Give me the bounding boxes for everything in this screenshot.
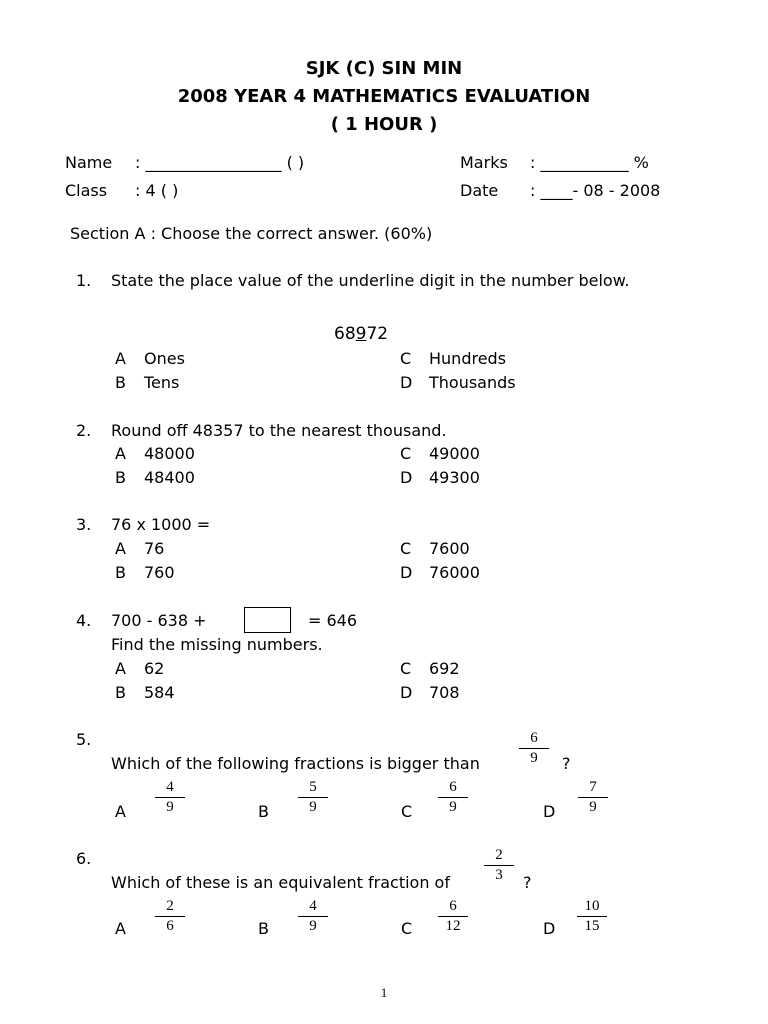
option-text[interactable]: 7600 bbox=[429, 539, 470, 558]
expression-right: = 646 bbox=[308, 611, 358, 630]
denominator: 12 bbox=[445, 918, 461, 934]
denominator: 9 bbox=[309, 918, 317, 934]
underlined-number bbox=[334, 326, 388, 343]
section-a-heading: Section A : Choose the correct answer. (60%) bbox=[70, 224, 433, 243]
option-text[interactable]: 692 bbox=[429, 659, 460, 678]
option-text[interactable]: Tens bbox=[144, 373, 180, 392]
denominator: 9 bbox=[589, 799, 597, 815]
option-text[interactable]: Ones bbox=[144, 349, 185, 368]
option-letter: D bbox=[400, 563, 413, 582]
question-text: Which of these is an equivalent fraction of bbox=[111, 873, 450, 892]
option-text[interactable]: 49000 bbox=[429, 444, 480, 463]
date-label: Date bbox=[460, 181, 499, 200]
fraction-bar bbox=[578, 797, 608, 798]
option-text[interactable]: 49300 bbox=[429, 468, 480, 487]
option-letter: C bbox=[401, 919, 413, 938]
option-letter: A bbox=[115, 802, 126, 821]
class-label: Class bbox=[65, 181, 108, 200]
option-letter: B bbox=[115, 683, 126, 702]
marks-label: Marks bbox=[460, 153, 508, 172]
denominator: 3 bbox=[495, 867, 503, 883]
question-text: Which of the following fractions is bigger than bbox=[111, 754, 480, 773]
option-letter: C bbox=[400, 349, 412, 368]
marks-field: : ___________ % bbox=[530, 153, 649, 172]
fraction-bar bbox=[519, 748, 549, 749]
option-letter: D bbox=[400, 468, 413, 487]
option-letter: C bbox=[400, 444, 412, 463]
numerator: 6 bbox=[449, 779, 457, 795]
option-text[interactable]: 62 bbox=[144, 659, 165, 678]
school-name: SJK (C) SIN MIN bbox=[305, 58, 463, 79]
option-letter: D bbox=[543, 919, 556, 938]
question-number: 2. bbox=[76, 421, 92, 440]
date-field: : ____- 08 - 2008 bbox=[530, 181, 661, 200]
question-number: 1. bbox=[76, 271, 92, 290]
fraction-bar bbox=[155, 916, 185, 917]
option-letter: B bbox=[115, 468, 126, 487]
option-letter: D bbox=[543, 802, 556, 821]
name-label: Name bbox=[65, 153, 113, 172]
paper-duration: ( 1 HOUR ) bbox=[330, 114, 438, 135]
page-number: 1 bbox=[380, 985, 388, 1000]
denominator: 9 bbox=[309, 799, 317, 815]
option-letter: C bbox=[400, 539, 412, 558]
question-number: 5. bbox=[76, 730, 92, 749]
fraction-bar bbox=[298, 797, 328, 798]
option-letter: B bbox=[258, 802, 269, 821]
numerator: 6 bbox=[449, 898, 457, 914]
fraction-bar bbox=[484, 865, 514, 866]
option-letter: A bbox=[115, 349, 126, 368]
question-number: 3. bbox=[76, 515, 92, 534]
option-letter: B bbox=[115, 373, 126, 392]
option-text[interactable]: Thousands bbox=[429, 373, 516, 392]
option-letter: B bbox=[258, 919, 269, 938]
question-mark: ? bbox=[523, 873, 532, 892]
number-part: 72 bbox=[366, 324, 389, 344]
numerator: 5 bbox=[309, 779, 317, 795]
numerator: 6 bbox=[530, 730, 538, 746]
numerator: 7 bbox=[589, 779, 597, 795]
option-text[interactable]: 48400 bbox=[144, 468, 195, 487]
denominator: 9 bbox=[449, 799, 457, 815]
option-letter: B bbox=[115, 563, 126, 582]
paper-title: 2008 YEAR 4 MATHEMATICS EVALUATION bbox=[177, 86, 591, 107]
question-number: 4. bbox=[76, 611, 92, 630]
class-field: : 4 ( ) bbox=[135, 181, 179, 200]
denominator: 15 bbox=[584, 918, 600, 934]
option-letter: A bbox=[115, 539, 126, 558]
numerator: 10 bbox=[584, 898, 600, 914]
numerator: 2 bbox=[495, 847, 503, 863]
denominator: 6 bbox=[166, 918, 174, 934]
answer-box[interactable] bbox=[244, 607, 291, 633]
option-text[interactable]: 76 bbox=[144, 539, 165, 558]
numerator: 2 bbox=[166, 898, 174, 914]
fraction-bar bbox=[155, 797, 185, 798]
option-letter: C bbox=[400, 659, 412, 678]
option-text[interactable]: 76000 bbox=[429, 563, 480, 582]
underlined-digit: 9 bbox=[355, 324, 367, 344]
numerator: 4 bbox=[309, 898, 317, 914]
question-text: 76 x 1000 = bbox=[111, 515, 211, 534]
option-text[interactable]: Hundreds bbox=[429, 349, 507, 368]
fraction-bar bbox=[298, 916, 328, 917]
option-text[interactable]: 584 bbox=[144, 683, 175, 702]
fraction-bar bbox=[577, 916, 607, 917]
question-mark: ? bbox=[562, 754, 571, 773]
option-letter: C bbox=[401, 802, 413, 821]
option-letter: A bbox=[115, 919, 126, 938]
fraction-bar bbox=[438, 797, 468, 798]
question-text: State the place value of the underline digit in the number below. bbox=[111, 271, 630, 290]
question-text: Round off 48357 to the nearest thousand. bbox=[111, 421, 447, 440]
numerator: 4 bbox=[166, 779, 174, 795]
question-number: 6. bbox=[76, 849, 92, 868]
name-field: : _________________ ( ) bbox=[135, 153, 305, 172]
option-text[interactable]: 760 bbox=[144, 563, 175, 582]
denominator: 9 bbox=[530, 750, 538, 766]
question-text: Find the missing numbers. bbox=[111, 635, 323, 654]
number-part: 68 bbox=[334, 324, 356, 344]
option-letter: A bbox=[115, 444, 126, 463]
option-letter: D bbox=[400, 373, 413, 392]
expression-left: 700 - 638 + bbox=[111, 611, 207, 630]
option-text[interactable]: 708 bbox=[429, 683, 460, 702]
option-letter: D bbox=[400, 683, 413, 702]
option-letter: A bbox=[115, 659, 126, 678]
option-text[interactable]: 48000 bbox=[144, 444, 195, 463]
denominator: 9 bbox=[166, 799, 174, 815]
fraction-bar bbox=[438, 916, 468, 917]
